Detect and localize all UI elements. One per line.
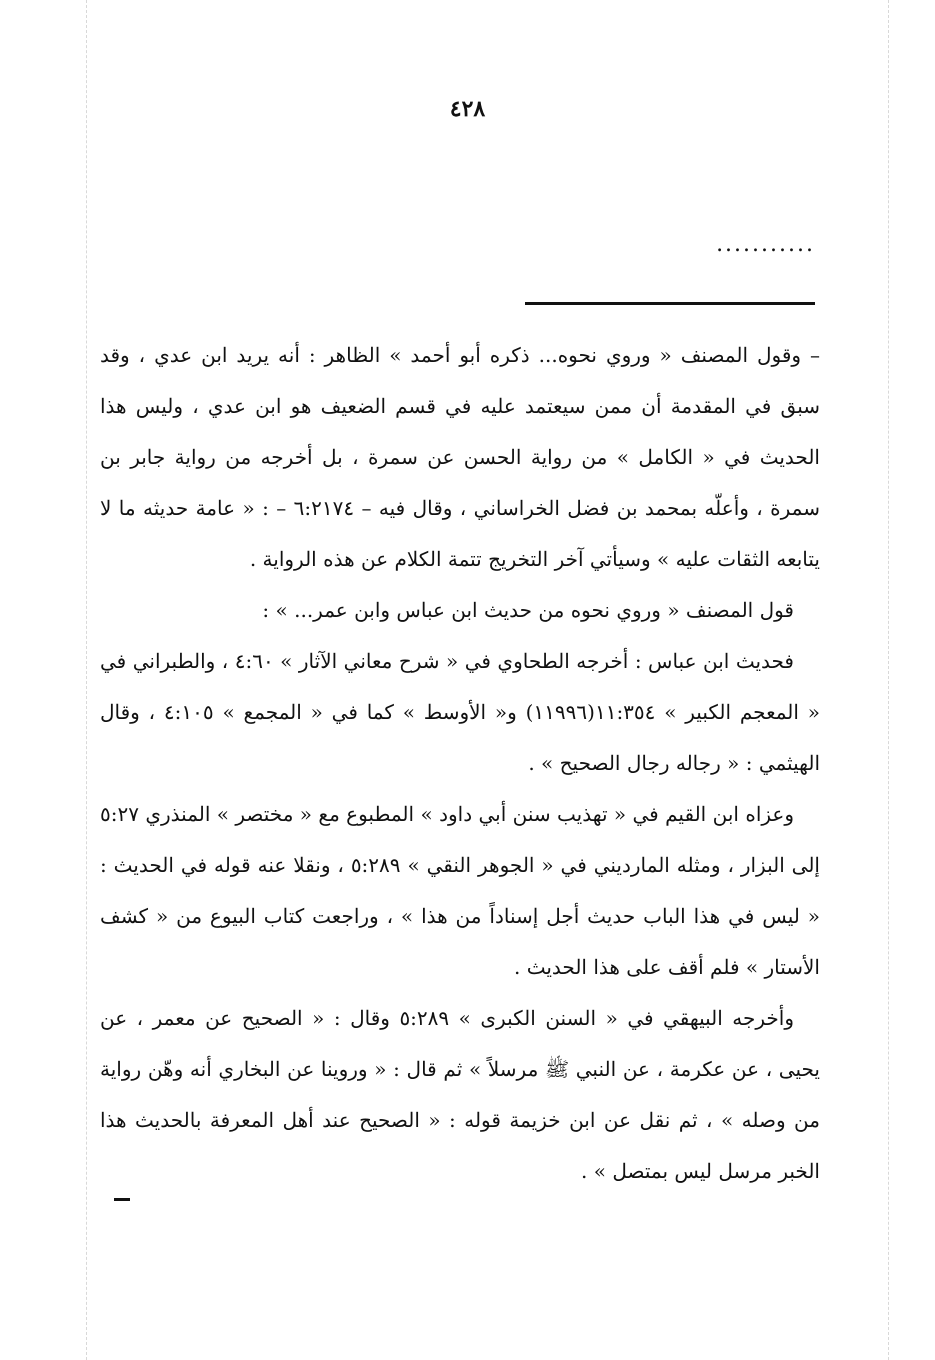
paragraph: فحديث ابن عباس : أخرجه الطحاوي في « شرح معاني الآثار » ٤:٦٠ ، والطبراني في « المعجم الكبير » ١١:٣٥٤(١١٩٩٦) و« الأوسط » كما في « المجمع » ٤:١٠٥ ، وقال الهيثمي : « رجاله رجال الصحيح » .: [100, 649, 820, 775]
paragraph: وعزاه ابن القيم في « تهذيب سنن أبي داود » المطبوع مع « مختصر » المنذري ٥:٢٧ إلى البزار ، ومثله المارديني في « الجوهر النقي » ٥:٢٨٩ ، ونقلا عنه قوله في الحديث : « ليس في هذا الباب حديث أجل إسناداً من هذا » ، وراجعت كتاب البيوع من « كشف الأستار » فلم أقف على هذا الحديث .: [100, 802, 820, 979]
end-dash-mark: [114, 1198, 130, 1201]
paragraph: – وقول المصنف « وروي نحوه... ذكره أبو أحمد » الظاهر : أنه يريد ابن عدي ، وقد سبق في المقدمة أن ممن سيعتمد عليه في قسم الضعيف هو ابن عدي ، وليس هذا الحديث في « الكامل » من رواية الحسن عن سمرة ، بل أخرجه من رواية جابر بن سمرة ، وأعلّه بمحمد بن فضل الخراساني ، وقال فيه – ٦:٢١٧٤ – : « عامة حديثه ما لا يتابعه الثقات عليه » وسيأتي آخر التخريج تتمة الكلام عن هذه الرواية .: [100, 343, 820, 571]
scan-artifact-line: [86, 0, 87, 1360]
paragraph: وأخرجه البيهقي في « السنن الكبرى » ٥:٢٨٩ وقال : « الصحيح عن معمر ، عن يحيى ، عن عكرمة ، عن النبي ﷺ مرسلاً » ثم قال : « وروينا عن البخاري أنه وهّن رواية من وصله » ، ثم نقل عن ابن خزيمة قوله : « الصحيح عند أهل المعرفة بالحديث هذا الخبر مرسل ليس بمتصل » .: [100, 1006, 820, 1183]
footnote-rule: [525, 302, 815, 305]
paragraph: قول المصنف « وروي نحوه من حديث ابن عباس وابن عمر... » :: [262, 598, 794, 622]
scan-artifact-line: [888, 0, 889, 1360]
footnote-body: [100, 330, 820, 1197]
separator-dots: ...........: [716, 232, 815, 257]
page-number: ٤٢٨: [449, 96, 486, 122]
